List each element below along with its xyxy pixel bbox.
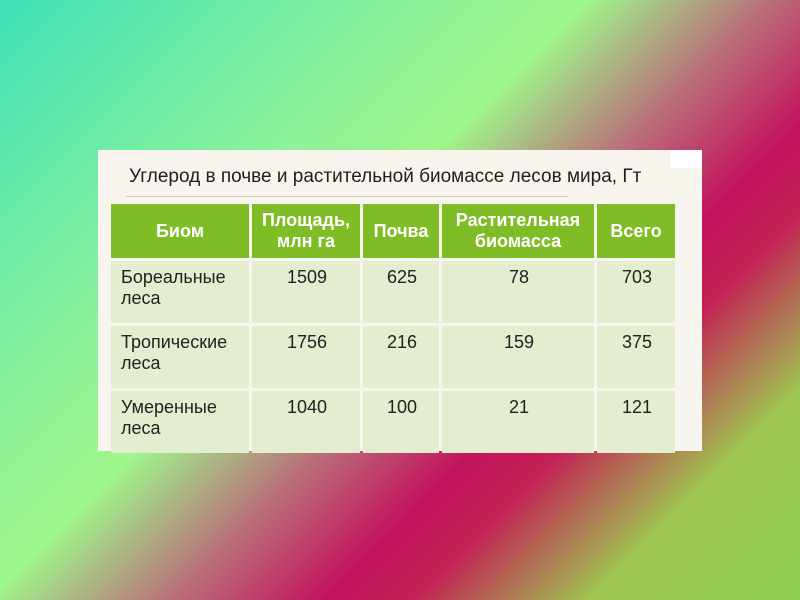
cell-biome: Бореальные леса (111, 261, 249, 323)
cell-soil: 216 (363, 326, 439, 388)
header-biomass: Растительная биомасса (442, 204, 594, 258)
cell-biomass: 159 (442, 326, 594, 388)
cell-total: 703 (597, 261, 675, 323)
title-row (126, 160, 686, 198)
cell-biomass: 21 (442, 391, 594, 453)
cell-area: 1040 (252, 391, 360, 453)
cell-biomass: 78 (442, 261, 594, 323)
cell-biome: Тропические леса (111, 326, 249, 388)
cell-soil: 100 (363, 391, 439, 453)
table-row (111, 391, 675, 453)
header-soil: Почва (363, 204, 439, 258)
slide-card (98, 150, 702, 451)
carbon-table (108, 201, 678, 456)
table-row (111, 326, 675, 388)
cell-area: 1509 (252, 261, 360, 323)
header-total: Всего (597, 204, 675, 258)
cell-soil: 625 (363, 261, 439, 323)
cell-area: 1756 (252, 326, 360, 388)
header-row (111, 204, 675, 258)
header-area: Площадь, млн га (252, 204, 360, 258)
header-biome: Биом (111, 204, 249, 258)
cell-biome: Умеренные леса (111, 391, 249, 453)
table-row (111, 261, 675, 323)
cell-total: 375 (597, 326, 675, 388)
title-underline (126, 196, 568, 197)
cell-total: 121 (597, 391, 675, 453)
table-title: Углерод в почве и растительной биомассе лесов мира, Гт (129, 166, 642, 187)
